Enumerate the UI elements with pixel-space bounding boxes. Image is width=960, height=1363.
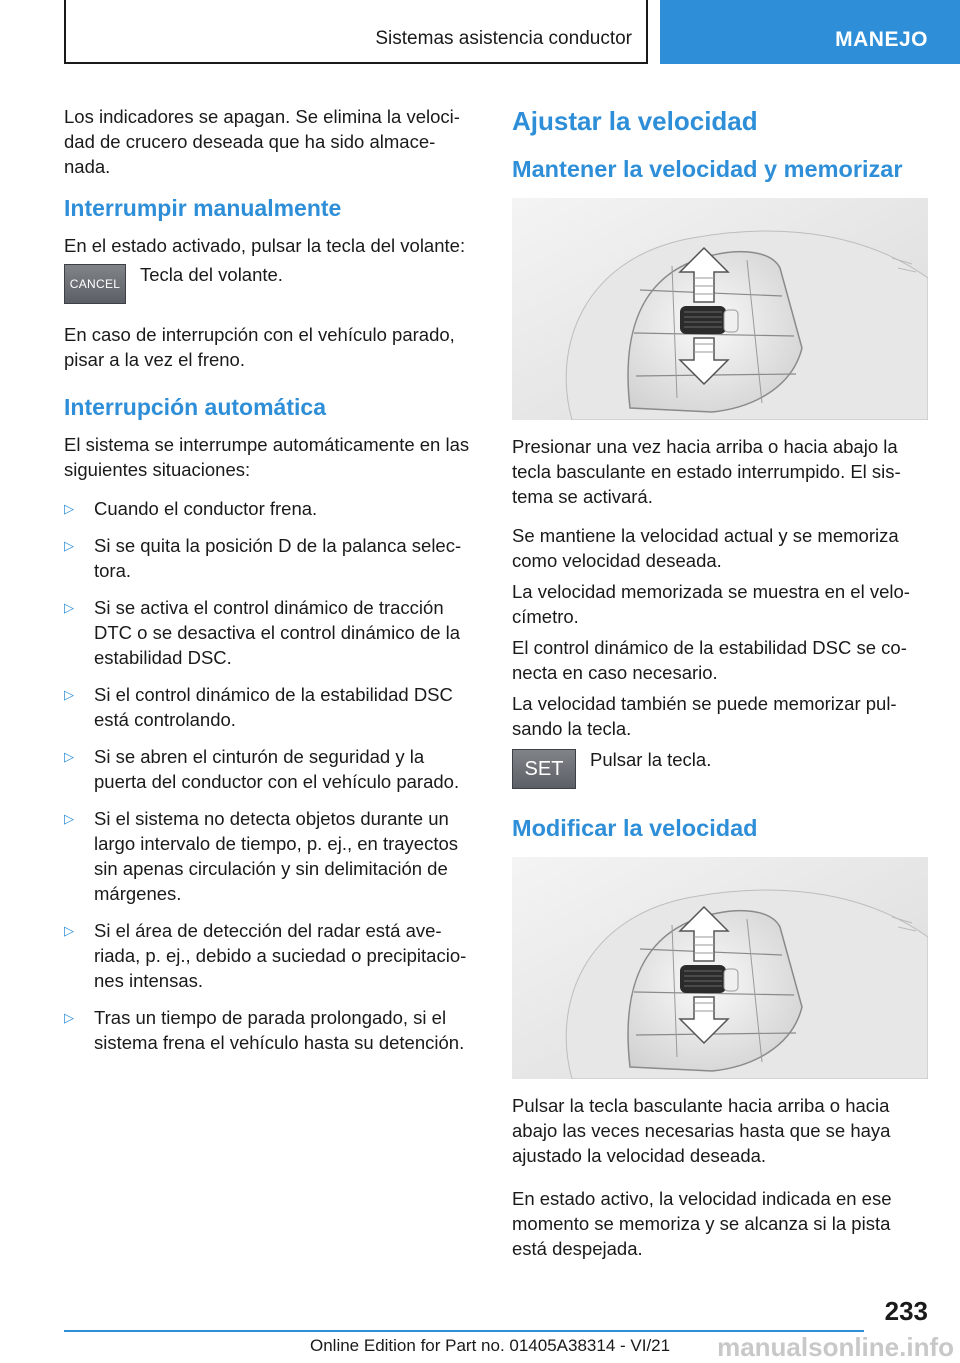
footer-edition: Online Edition for Part no. 01405A38314 - VI/21 xyxy=(310,1336,671,1355)
page-number: 233 xyxy=(884,1296,928,1326)
left-column xyxy=(64,104,474,1067)
paragraph: En estado activo, la velocidad indicada en ese momento se memoriza y se alcanza si la pista está despejada. xyxy=(512,1188,892,1259)
paragraph: La velocidad también se puede memorizar pul‐sando la tecla. xyxy=(512,693,897,739)
heading-interrupcion-automatica: Interrupción automática xyxy=(64,394,326,420)
list-item: ▷ Si se activa el control dinámico de tracción DTC o se desactiva el control dinámico de la estabilidad DSC. xyxy=(64,597,461,668)
right-column xyxy=(512,104,928,1275)
list-item: ▷ Si se abren el cinturón de seguridad y la puerta del conductor con el vehículo parado. xyxy=(64,746,460,792)
paragraph: La velocidad memorizada se muestra en el velo‐címetro. xyxy=(512,581,910,627)
set-key-row xyxy=(512,749,928,789)
paragraph: En el estado activado, pulsar la tecla del volante: xyxy=(64,235,466,256)
set-key-caption: Pulsar la tecla. xyxy=(590,749,712,770)
header-chapter-label: MANEJO xyxy=(835,28,928,51)
triangle-bullet-icon: ▷ xyxy=(64,501,74,516)
paragraph: El control dinámico de la estabilidad DSC se co‐necta en caso necesario. xyxy=(512,637,907,683)
list-item: ▷ Cuando el conductor frena. xyxy=(64,498,318,519)
steering-wheel-switch-figure-2 xyxy=(512,857,928,1079)
triangle-bullet-icon: ▷ xyxy=(64,923,74,938)
triangle-bullet-icon: ▷ xyxy=(64,600,74,615)
paragraph: Los indicadores se apagan. Se elimina la veloci‐dad de crucero deseada que ha sido almace‐nada. xyxy=(64,106,460,177)
cancel-key-icon: CANCEL xyxy=(64,264,126,304)
list-item: ▷ Tras un tiempo de parada prolongado, si el sistema frena el vehículo hasta su detención. xyxy=(64,1007,465,1053)
triangle-bullet-icon: ▷ xyxy=(64,687,74,702)
steering-wheel-switch-figure-1 xyxy=(512,198,928,420)
cancel-key-caption: Tecla del volante. xyxy=(140,264,283,285)
triangle-bullet-icon: ▷ xyxy=(64,749,74,764)
paragraph: Se mantiene la velocidad actual y se memoriza como velocidad deseada. xyxy=(512,525,899,571)
paragraph: Pulsar la tecla basculante hacia arriba o hacia abajo las veces necesarias hasta que se haya ajustado la velocidad deseada. xyxy=(512,1095,891,1166)
set-key-icon: SET xyxy=(512,749,576,789)
paragraph: Presionar una vez hacia arriba o hacia abajo la tecla basculante en estado interrumpido. El sis‐tema se activará. xyxy=(512,436,901,507)
situations-list xyxy=(64,496,474,1055)
header-chapter-tab xyxy=(660,0,960,64)
list-item: ▷ Si el sistema no detecta objetos durante un largo intervalo de tiempo, p. ej., en trayectos sin apenas circulación y sin delimitación de márgenes. xyxy=(64,808,459,904)
triangle-bullet-icon: ▷ xyxy=(64,1010,74,1025)
heading-modificar-velocidad: Modificar la velocidad xyxy=(512,815,758,841)
header-section-title: Sistemas asistencia conductor xyxy=(375,28,632,49)
paragraph: En caso de interrupción con el vehículo parado, pisar a la vez el freno. xyxy=(64,324,455,370)
cancel-key-row xyxy=(64,264,474,304)
heading-ajustar-la-velocidad: Ajustar la velocidad xyxy=(512,106,758,136)
heading-interrumpir-manualmente: Interrumpir manualmente xyxy=(64,195,342,221)
list-item: ▷ Si el área de detección del radar está ave‐riada, p. ej., debido a suciedad o precipitacio‐nes intensas. xyxy=(64,920,467,991)
heading-mantener-velocidad: Mantener la velocidad y memorizar xyxy=(512,156,903,182)
list-item: ▷ Si el control dinámico de la estabilidad DSC está controlando. xyxy=(64,684,453,730)
watermark-logo: manualsonline.info xyxy=(717,1332,954,1362)
paragraph: El sistema se interrumpe automáticamente en las siguientes situaciones: xyxy=(64,434,470,480)
list-item: ▷ Si se quita la posición D de la palanca selec‐tora. xyxy=(64,535,462,581)
triangle-bullet-icon: ▷ xyxy=(64,811,74,826)
header-section-frame xyxy=(64,0,648,64)
triangle-bullet-icon: ▷ xyxy=(64,538,74,553)
